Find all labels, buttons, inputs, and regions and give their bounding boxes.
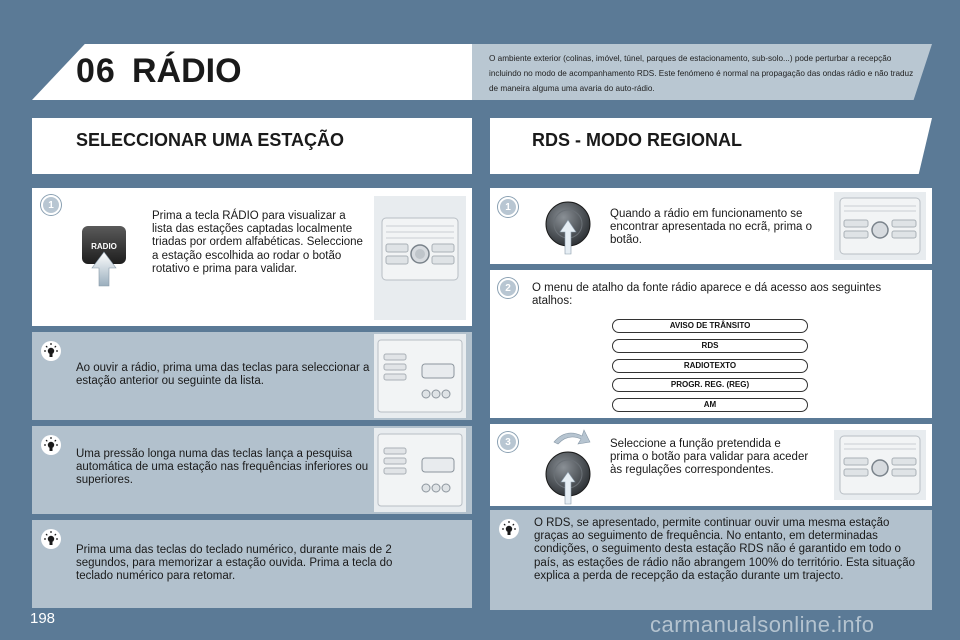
radio-buttons-image: [374, 334, 466, 418]
right-step3-text: Seleccione a função pretendida e prima o botão para validar para aceder às regulações correspondentes.: [610, 438, 809, 477]
svg-text:RADIO: RADIO: [91, 242, 117, 251]
chapter-title: RÁDIO: [132, 52, 242, 90]
header-note: O ambiente exterior (colinas, imóvel, túnel, parques de estacionamento, sub-solo...) pode perturbar a recepção incluindo no modo de acompanhamento RDS. Este fenómeno é normal na propagação das ondas rádio e não traduz de maneira alguma uma avaria do auto-rádio.: [489, 54, 914, 93]
right-section-title: RDS - MODO REGIONAL: [532, 130, 742, 150]
menu-item-radiotext[interactable]: RADIOTEXTO: [612, 359, 808, 373]
right-step2-text: O menu de atalho da fonte rádio aparece e dá acesso aos seguintes atalhos:: [532, 282, 882, 308]
chapter-number: 06: [76, 52, 116, 90]
radio-unit-image: [834, 192, 926, 260]
menu-item-rds[interactable]: RDS: [612, 339, 808, 353]
tip-icon: [40, 434, 62, 456]
left-step1-text: Prima a tecla RÁDIO para visualizar a lista das estações captadas localmente triadas por ordem alfabéticas. Seleccione a estação escolhida ao rodar o botão rotativo e prima para validar.: [152, 210, 363, 275]
left-tip3-text: Prima uma das teclas do teclado numérico, durante mais de 2 segundos, para memorizar a estação ouvida. Prima a tecla do teclado numérico para retomar.: [76, 544, 393, 583]
menu-item-reg[interactable]: PROGR. REG. (REG): [612, 378, 808, 392]
left-section-title: SELECCIONAR UMA ESTAÇÃO: [76, 130, 345, 150]
tip-icon: [40, 340, 62, 362]
left-tip1-text: Ao ouvir a rádio, prima uma das teclas para seleccionar a estação anterior ou seguinte da lista.: [76, 362, 370, 388]
rotary-knob-icon: [544, 200, 592, 256]
radio-buttons-image: [374, 428, 466, 512]
step-badge: 1: [498, 197, 518, 217]
tip-icon: [498, 518, 520, 540]
watermark: carmanualsonline.info: [650, 612, 875, 637]
menu-item-am[interactable]: AM: [612, 398, 808, 412]
step-badge: 1: [41, 195, 61, 215]
right-step1-text: Quando a rádio em funcionamento se encontrar apresentada no ecrã, prima o botão.: [610, 208, 813, 247]
menu-item-traffic[interactable]: AVISO DE TRÂNSITO: [612, 319, 808, 333]
radio-unit-image: [834, 430, 926, 500]
tip-icon: [40, 528, 62, 550]
page-number: 198: [30, 610, 56, 627]
radio-unit-image: [374, 196, 466, 320]
left-tip2-text: Uma pressão longa numa das teclas lança a pesquisa automática de uma estação nas frequências inferiores ou superiores.: [76, 448, 369, 487]
step-badge: 2: [498, 278, 518, 298]
radio-key-icon: [80, 226, 128, 266]
rotate-knob-icon: [544, 426, 594, 506]
step-badge: 3: [498, 432, 518, 452]
right-tip-text: O RDS, se apresentado, permite continuar ouvir uma mesma estação graças ao seguimento de frequência. No entanto, em determinadas condições, o seguimento desta estação RDS não é garantido em todo o país, as estações de rádio não abrangem 100% do território. Esta situação explica a perda de recepção da estação durante um trajecto.: [534, 517, 916, 582]
